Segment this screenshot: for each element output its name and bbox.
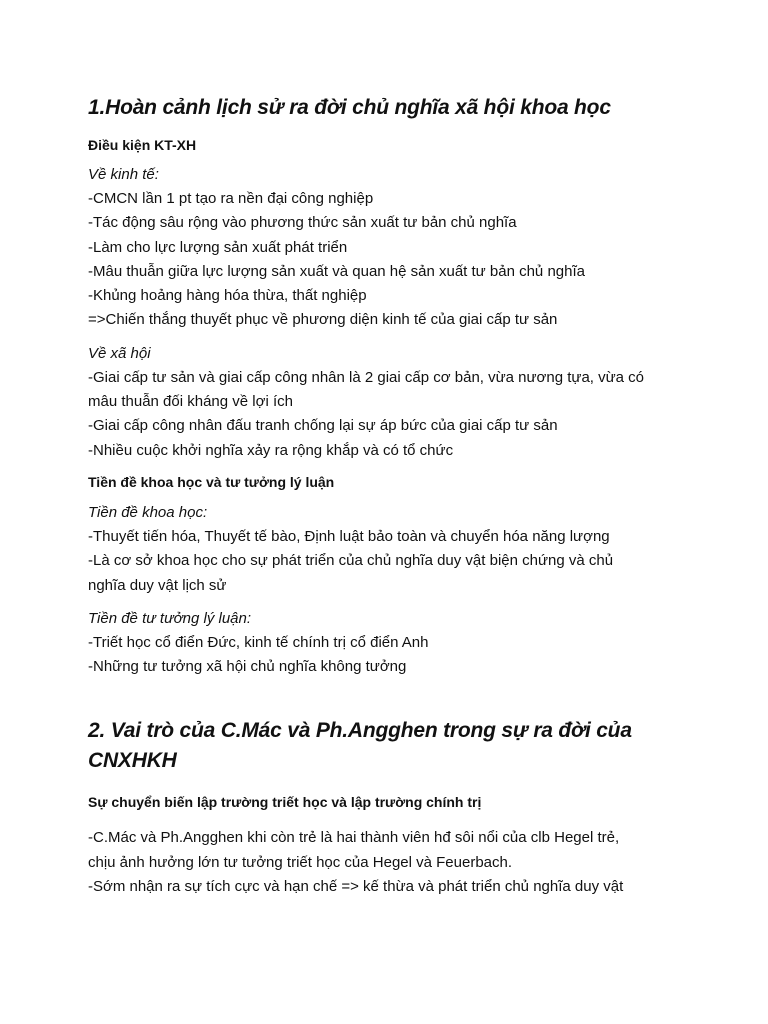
theory-lines — [88, 631, 708, 680]
subtitle-theory: Tiền đề tư tưởng lý luận: — [88, 609, 252, 627]
economy-line: -Làm cho lực lượng sản xuất phát triển — [88, 238, 348, 256]
section-2-line: chịu ảnh hưởng lớn tư tưởng triết học của Hegel và Feuerbach. — [88, 853, 513, 871]
economy-line: -Mâu thuẫn giữa lực lượng sản xuất và quan hệ sản xuất tư bản chủ nghĩa — [88, 262, 585, 280]
heading-kt-xh: Điều kiện KT-XH — [88, 137, 197, 153]
subtitle-economy: Về kinh tế: — [88, 166, 159, 183]
section-2-title-line-1: 2. Vai trò của C.Mác và Ph.Angghen trong sự ra đời của — [88, 719, 632, 743]
section-2-line: -C.Mác và Ph.Angghen khi còn trẻ là hai thành viên hđ sôi nổi của clb Hegel trẻ, — [88, 829, 620, 847]
theory-line: -Triết học cổ điển Đức, kinh tế chính trị cổ điển Anh — [88, 633, 429, 651]
science-line: nghĩa duy vật lịch sử — [88, 576, 227, 594]
science-lines — [88, 525, 708, 598]
science-line: -Là cơ sở khoa học cho sự phát triển của chủ nghĩa duy vật biện chứng và chủ — [88, 552, 614, 570]
economy-lines — [88, 187, 708, 333]
subtitle-science: Tiền đề khoa học: — [88, 503, 208, 521]
heading-stance-shift: Sự chuyển biến lập trường triết học và lập trường chính trị — [88, 794, 482, 811]
economy-line: -Tác động sâu rộng vào phương thức sản xuất tư bản chủ nghĩa — [88, 214, 517, 232]
section-2-title-line-2: CNXHKH — [88, 749, 177, 773]
section-2-line: -Sớm nhận ra sự tích cực và hạn chế => kế thừa và phát triển chủ nghĩa duy vật — [88, 878, 624, 896]
economy-line: -CMCN lần 1 pt tạo ra nền đại công nghiệp — [88, 190, 374, 207]
society-line: mâu thuẫn đối kháng về lợi ích — [88, 393, 293, 411]
economy-line: =>Chiến thắng thuyết phục về phương diện kinh tế của giai cấp tư sản — [88, 311, 558, 329]
society-line: -Giai cấp công nhân đấu tranh chống lại sự áp bức của giai cấp tư sản — [88, 417, 558, 435]
society-line: -Giai cấp tư sản và giai cấp công nhân là 2 giai cấp cơ bản, vừa nương tựa, vừa có — [88, 368, 645, 386]
society-lines — [88, 366, 708, 463]
theory-line: -Những tư tưởng xã hội chủ nghĩa không tưởng — [88, 658, 407, 676]
heading-premises: Tiền đề khoa học và tư tưởng lý luận — [88, 473, 335, 490]
section-1-title: 1.Hoàn cảnh lịch sử ra đời chủ nghĩa xã hội khoa học — [88, 96, 611, 119]
science-line: -Thuyết tiến hóa, Thuyết tế bào, Định luật bảo toàn và chuyển hóa năng lượng — [88, 527, 610, 545]
section-2-lines — [88, 826, 708, 899]
society-line: -Nhiều cuộc khởi nghĩa xảy ra rộng khắp và có tổ chức — [88, 441, 454, 459]
economy-line: -Khủng hoảng hàng hóa thừa, thất nghiệp — [88, 287, 367, 305]
subtitle-society: Về xã hội — [88, 344, 151, 362]
